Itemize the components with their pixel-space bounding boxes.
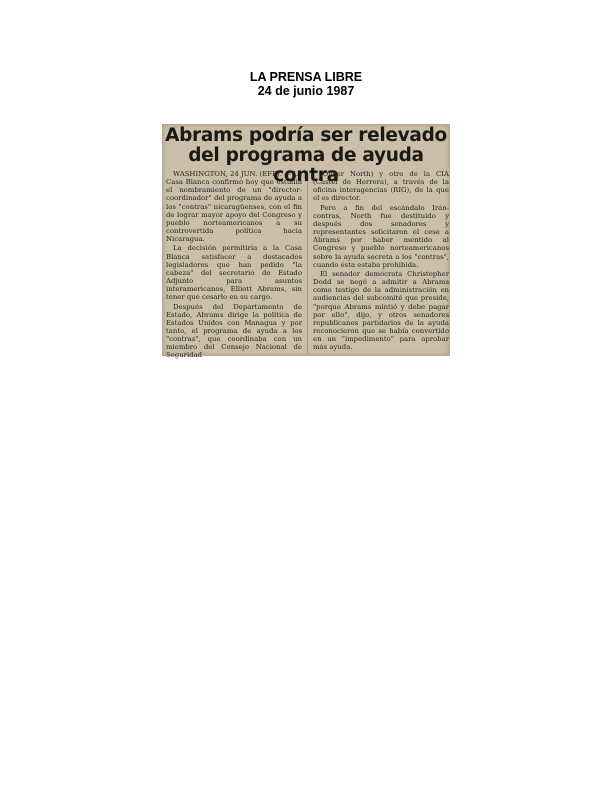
article-paragraph: Después del Departamento de Estado, Abrams dirige la política de Estados Unidos con Managua y por tanto, el programa de ayuda a los "contras", que coordinaba con un miembro del Consejo Nacional de Seguridad <box>166 302 302 360</box>
article-paragraph: El senador demócrata Christopher Dodd se negó a admitir a Abrams como testigo de la administración en audiencias del subcomité que preside, "porque Abrams mintió y debe pagar por ello", dijo, y otros senadores republicanos partidarios de la ayuda reconocieron que se había convertido en un "impedimento" para aprobar más ayuda. <box>313 269 449 352</box>
column-divider <box>307 170 308 354</box>
article-paragraph: WASHINGTON, 24 JUN. (EFE). — La Casa Blanca confirmó hoy que estudia el nombramiento de un "director-coordinador" del programa de ayuda a los "contras" nicaragüenses, con el fin de lograr mayor apoyo del Congreso y pueblo norteamericanos a su controvertida política hacia Nicaragua. <box>166 170 302 244</box>
article-column-left <box>166 170 302 360</box>
headline-line-1: Abrams podría ser relevado <box>165 125 447 146</box>
document-header <box>0 70 612 98</box>
article-paragraph: Pero a fin del escándalo Irán-contras, North fue destituido y después dos senadores y representantes solicitaron el cese a Abrams por haber mentido al Congreso y pueblo norteamericanos sobre la ayuda secreta a los "contras", cuando ésta estaba prohibida. <box>313 203 449 269</box>
newspaper-name: LA PRENSA LIBRE <box>249 70 363 84</box>
publication-date: 24 de junio 1987 <box>257 84 355 98</box>
newspaper-clipping <box>162 124 450 360</box>
article-column-right <box>313 170 449 354</box>
article-paragraph: (Oliver North) y otro de la CIA (Castel de Herrera), a través de la oficina interagencias (RIG), de la que el es director. <box>313 170 449 203</box>
article-paragraph: La decisión permitiría a la Casa Blanca satisfacer a destacados legisladores que han pedido "la cabeza" del secretario de Estado Adjunto para asuntos interamericanos, Elliott Abrams, sin tener que cesarlo en su cargo. <box>166 244 302 302</box>
headline-line-2: del programa de ayuda contra <box>188 145 424 186</box>
